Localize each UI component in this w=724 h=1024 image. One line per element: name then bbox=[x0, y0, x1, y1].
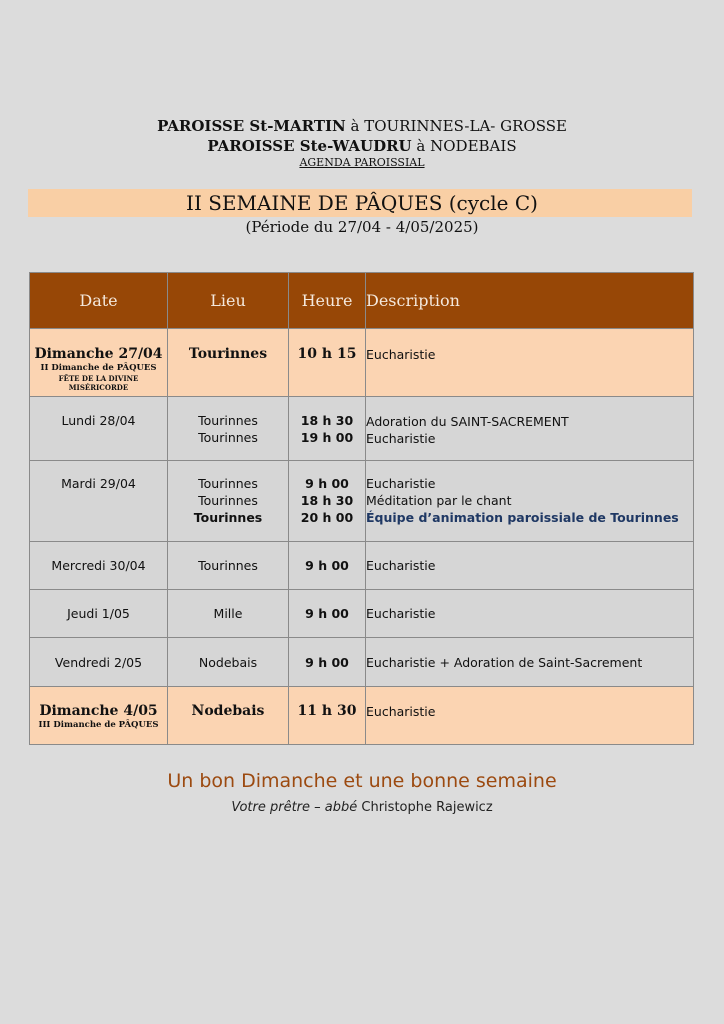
description-cell bbox=[366, 542, 694, 590]
row-description: Eucharistie bbox=[366, 431, 436, 446]
heure-cell bbox=[289, 461, 366, 542]
row-heure: 11 h 30 bbox=[297, 703, 357, 719]
parish-header bbox=[0, 116, 724, 169]
lieu-cell bbox=[168, 329, 289, 397]
row-heure: 9 h 00 bbox=[305, 606, 349, 621]
date-cell bbox=[30, 638, 168, 687]
row-date-subtitle: III Dimanche de PÂQUES bbox=[38, 720, 159, 730]
row-lieu: Nodebais bbox=[198, 654, 258, 670]
row-description: Adoration du SAINT-SACREMENT bbox=[366, 414, 569, 429]
row-description: Eucharistie bbox=[366, 558, 436, 573]
table-row bbox=[30, 329, 694, 397]
week-title: II SEMAINE DE PÂQUES (cycle C) bbox=[186, 191, 538, 215]
column-header-date: Date bbox=[30, 273, 168, 329]
row-heure: 18 h 30 bbox=[300, 493, 354, 508]
row-date: Mercredi 30/04 bbox=[51, 558, 146, 573]
description-cell bbox=[366, 638, 694, 687]
table-row bbox=[30, 461, 694, 542]
week-period: (Période du 27/04 - 4/05/2025) bbox=[245, 218, 479, 236]
row-date-subtitle: II Dimanche de PÂQUES bbox=[40, 363, 157, 373]
lieu-cell bbox=[168, 461, 289, 542]
row-lieu: Tourinnes bbox=[198, 476, 258, 491]
description-cell bbox=[366, 329, 694, 397]
row-heure: 9 h 00 bbox=[305, 476, 349, 491]
parish-2-name: PAROISSE Ste-WAUDRU bbox=[207, 137, 412, 155]
table-row bbox=[30, 397, 694, 461]
parish-line-2 bbox=[0, 136, 724, 156]
table-header-row bbox=[30, 273, 694, 329]
description-cell bbox=[366, 461, 694, 542]
heure-cell bbox=[289, 397, 366, 461]
row-heure: 10 h 15 bbox=[297, 346, 357, 362]
row-heure: 19 h 00 bbox=[300, 430, 354, 445]
description-cell bbox=[366, 687, 694, 745]
heure-cell bbox=[289, 329, 366, 397]
column-header-heure: Heure bbox=[289, 273, 366, 329]
table-row bbox=[30, 687, 694, 745]
lieu-cell bbox=[168, 590, 289, 638]
row-date: Lundi 28/04 bbox=[61, 413, 136, 428]
parish-2-location: à NODEBAIS bbox=[411, 137, 517, 155]
lieu-cell bbox=[168, 687, 289, 745]
date-cell bbox=[30, 397, 168, 461]
row-date: Dimanche 27/04 bbox=[34, 346, 163, 362]
row-description: Eucharistie bbox=[366, 347, 436, 362]
heure-cell bbox=[289, 638, 366, 687]
column-header-lieu: Lieu bbox=[168, 273, 289, 329]
row-heure: 20 h 00 bbox=[300, 510, 354, 525]
row-lieu: Tourinnes bbox=[198, 493, 258, 508]
row-date: Dimanche 4/05 bbox=[39, 703, 158, 719]
date-cell bbox=[30, 329, 168, 397]
row-description: Eucharistie bbox=[366, 476, 436, 491]
date-cell bbox=[30, 590, 168, 638]
agenda-table bbox=[29, 272, 694, 745]
row-lieu: Tourinnes bbox=[198, 558, 258, 573]
row-lieu: Tourinnes bbox=[198, 413, 258, 428]
row-description: Eucharistie bbox=[366, 704, 436, 719]
signature-prefix: Votre prêtre – abbé bbox=[231, 800, 358, 815]
parish-line-1 bbox=[0, 116, 724, 136]
parish-1-location: à TOURINNES-LA- GROSSE bbox=[345, 117, 567, 135]
row-date: Jeudi 1/05 bbox=[67, 606, 130, 621]
row-date: Vendredi 2/05 bbox=[54, 654, 143, 670]
date-cell bbox=[30, 542, 168, 590]
row-description: Eucharistie + Adoration de Saint-Sacrement bbox=[366, 654, 643, 670]
column-header-description: Description bbox=[366, 273, 694, 329]
row-description-highlight: Équipe d’animation paroissiale de Tourinnes bbox=[366, 510, 679, 525]
agenda-title: AGENDA PAROISSIAL bbox=[299, 156, 425, 169]
row-heure: 9 h 00 bbox=[305, 558, 349, 573]
closing-greeting: Un bon Dimanche et une bonne semaine bbox=[167, 770, 557, 792]
row-lieu: Nodebais bbox=[191, 703, 265, 719]
row-date: Mardi 29/04 bbox=[61, 476, 136, 491]
table-row bbox=[30, 542, 694, 590]
description-cell bbox=[366, 397, 694, 461]
heure-cell bbox=[289, 542, 366, 590]
description-cell bbox=[366, 590, 694, 638]
lieu-cell bbox=[168, 397, 289, 461]
row-lieu: Tourinnes bbox=[198, 430, 258, 445]
lieu-cell bbox=[168, 638, 289, 687]
row-description: Méditation par le chant bbox=[366, 493, 512, 508]
row-description: Eucharistie bbox=[366, 606, 436, 621]
row-lieu: Tourinnes bbox=[188, 346, 268, 362]
priest-signature bbox=[0, 800, 724, 815]
parish-1-name: PAROISSE St-MARTIN bbox=[157, 117, 346, 135]
table-row bbox=[30, 638, 694, 687]
row-date-feast: FÊTE DE LA DIVINE MISÉRICORDE bbox=[58, 374, 139, 392]
row-heure: 9 h 00 bbox=[305, 654, 349, 670]
heure-cell bbox=[289, 687, 366, 745]
date-cell bbox=[30, 687, 168, 745]
date-cell bbox=[30, 461, 168, 542]
row-heure: 18 h 30 bbox=[300, 413, 354, 428]
row-lieu: Mille bbox=[213, 606, 243, 621]
lieu-cell bbox=[168, 542, 289, 590]
row-lieu: Tourinnes bbox=[193, 510, 263, 525]
table-row bbox=[30, 590, 694, 638]
heure-cell bbox=[289, 590, 366, 638]
signature-name: Christophe Rajewicz bbox=[357, 800, 493, 815]
